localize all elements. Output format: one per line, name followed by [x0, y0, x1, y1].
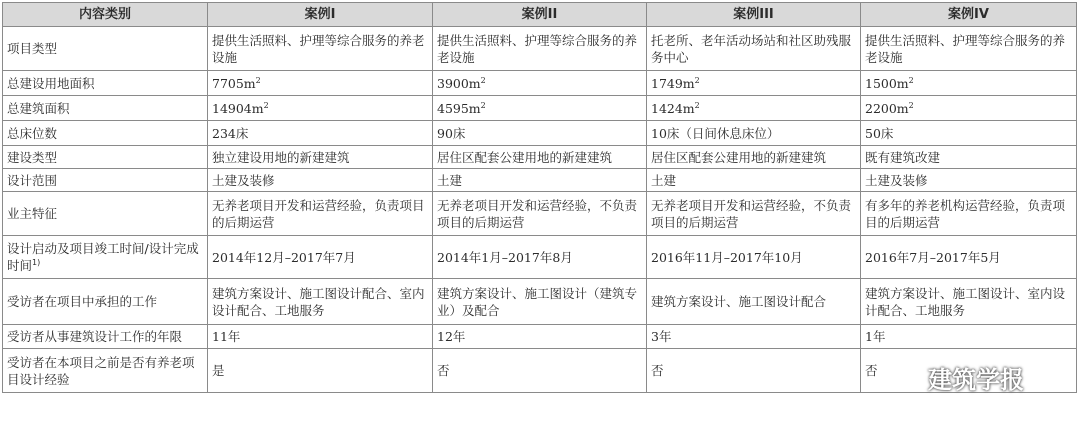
table-cell: $7705m^2$ [208, 71, 433, 96]
row-label: 受访者从事建筑设计工作的年限 [3, 325, 208, 349]
header-case-2: 案例II [433, 3, 647, 27]
comparison-table [2, 2, 1077, 393]
header-category: 内容类别 [3, 3, 208, 27]
row-label: 总床位数 [3, 121, 208, 146]
table-row [3, 279, 1077, 325]
table-row [3, 146, 1077, 169]
table-row [3, 169, 1077, 192]
table-cell: $1500m^2$ [861, 71, 1077, 96]
table-cell: 3年 [647, 325, 861, 349]
row-label: 总建筑面积 [3, 96, 208, 121]
row-label: 总建设用地面积 [3, 71, 208, 96]
table-cell: 2014年12月–2017年7月 [208, 236, 433, 279]
table-cell: 提供生活照料、护理等综合服务的养老设施 [208, 27, 433, 71]
table-cell: 建筑方案设计、施工图设计（建筑专业）及配合 [433, 279, 647, 325]
table-cell: 2014年1月–2017年8月 [433, 236, 647, 279]
table-cell: 2016年11月–2017年10月 [647, 236, 861, 279]
row-label: 设计范围 [3, 169, 208, 192]
row-label: 业主特征 [3, 192, 208, 236]
row-label: 受访者在项目中承担的工作 [3, 279, 208, 325]
table-cell: 无养老项目开发和运营经验，负责项目的后期运营 [208, 192, 433, 236]
table-cell: 否 [647, 349, 861, 393]
row-label: 建设类型 [3, 146, 208, 169]
table-cell: 90床 [433, 121, 647, 146]
table-cell: 提供生活照料、护理等综合服务的养老设施 [861, 27, 1077, 71]
table-cell: 是 [208, 349, 433, 393]
table-cell: $2200m^2$ [861, 96, 1077, 121]
row-label: 受访者在本项目之前是否有养老项目设计经验 [3, 349, 208, 393]
table-cell: 11年 [208, 325, 433, 349]
table-row [3, 96, 1077, 121]
header-case-3: 案例III [647, 3, 861, 27]
table-cell: 土建及装修 [208, 169, 433, 192]
table-cell: 建筑方案设计、施工图设计配合 [647, 279, 861, 325]
table-cell: 否 [433, 349, 647, 393]
table-cell: $4595m^2$ [433, 96, 647, 121]
table-cell: $14904m^2$ [208, 96, 433, 121]
table-cell: 10床（日间休息床位） [647, 121, 861, 146]
table-row [3, 121, 1077, 146]
table-cell: $3900m^2$ [433, 71, 647, 96]
table-row [3, 325, 1077, 349]
table-cell: 否 [861, 349, 1077, 393]
table-cell: 1年 [861, 325, 1077, 349]
table-row [3, 236, 1077, 279]
table-cell: 有多年的养老机构运营经验，负责项目的后期运营 [861, 192, 1077, 236]
header-case-1: 案例I [208, 3, 433, 27]
table-cell: 既有建筑改建 [861, 146, 1077, 169]
row-label: 项目类型 [3, 27, 208, 71]
table-cell: 土建 [433, 169, 647, 192]
table-cell: 无养老项目开发和运营经验，不负责项目的后期运营 [647, 192, 861, 236]
table-cell: 2016年7月–2017年5月 [861, 236, 1077, 279]
table-cell: 独立建设用地的新建建筑 [208, 146, 433, 169]
table-cell: 12年 [433, 325, 647, 349]
header-row [3, 3, 1077, 27]
watermark-text: 建筑学报 [928, 366, 1024, 394]
table-cell: 托老所、老年活动场站和社区助残服务中心 [647, 27, 861, 71]
table-cell: 提供生活照料、护理等综合服务的养老设施 [433, 27, 647, 71]
table-cell: $1424m^2$ [647, 96, 861, 121]
header-case-4: 案例IV [861, 3, 1077, 27]
table-row [3, 192, 1077, 236]
table-cell: 土建及装修 [861, 169, 1077, 192]
table-row [3, 349, 1077, 393]
table-row [3, 27, 1077, 71]
row-label: 设计启动及项目竣工时间/设计完成时间$^{1)}$ [3, 236, 208, 279]
table-row [3, 71, 1077, 96]
table-cell: 234床 [208, 121, 433, 146]
table-cell: $1749m^2$ [647, 71, 861, 96]
table-cell: 居住区配套公建用地的新建建筑 [647, 146, 861, 169]
table-cell: 土建 [647, 169, 861, 192]
table-cell: 居住区配套公建用地的新建建筑 [433, 146, 647, 169]
table-cell: 无养老项目开发和运营经验，不负责项目的后期运营 [433, 192, 647, 236]
table-cell: 建筑方案设计、施工图设计、室内设计配合、工地服务 [861, 279, 1077, 325]
table-cell: 建筑方案设计、施工图设计配合、室内设计配合、工地服务 [208, 279, 433, 325]
table-cell: 50床 [861, 121, 1077, 146]
